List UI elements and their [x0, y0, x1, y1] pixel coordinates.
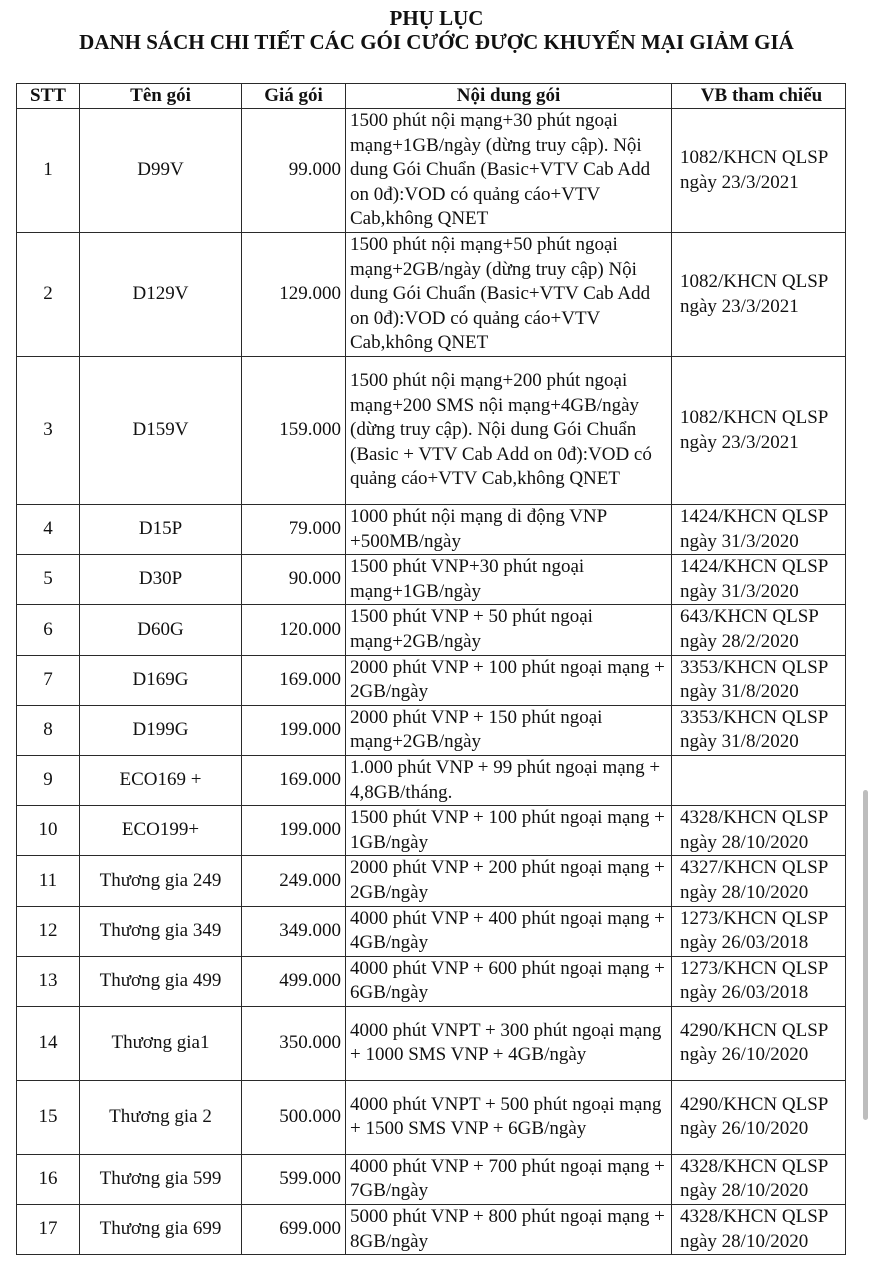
plans-table [16, 83, 846, 1255]
cell-reference: 4328/KHCN QLSP ngày 28/10/2020 [672, 1154, 846, 1204]
cell-price: 120.000 [242, 605, 346, 655]
table-row [17, 956, 846, 1006]
cell-stt: 1 [17, 109, 80, 233]
cell-price: 199.000 [242, 806, 346, 856]
cell-reference: 4290/KHCN QLSP ngày 26/10/2020 [672, 1080, 846, 1154]
cell-price: 350.000 [242, 1006, 346, 1080]
table-row [17, 1154, 846, 1204]
cell-stt: 5 [17, 555, 80, 605]
document-title [0, 6, 873, 54]
cell-content: 1500 phút nội mạng+30 phút ngoại mạng+1GB/ngày (dừng truy cập). Nội dung Gói Chuẩn (Basic+VTV Cab Add on 0đ):VOD có quảng cáo+VTV Cab,không QNET [346, 109, 672, 233]
cell-reference: 1273/KHCN QLSP ngày 26/03/2018 [672, 956, 846, 1006]
cell-stt: 6 [17, 605, 80, 655]
table-header-row [17, 84, 846, 109]
table-row [17, 1006, 846, 1080]
scrollbar-thumb[interactable] [863, 790, 868, 1120]
cell-price: 349.000 [242, 906, 346, 956]
cell-plan-name: D159V [80, 357, 242, 505]
cell-plan-name: D199G [80, 705, 242, 755]
cell-price: 699.000 [242, 1205, 346, 1255]
table-row [17, 705, 846, 755]
table-row [17, 906, 846, 956]
table-row [17, 505, 846, 555]
table-row [17, 605, 846, 655]
cell-price: 159.000 [242, 357, 346, 505]
cell-stt: 7 [17, 655, 80, 705]
cell-price: 90.000 [242, 555, 346, 605]
cell-price: 500.000 [242, 1080, 346, 1154]
cell-stt: 15 [17, 1080, 80, 1154]
cell-plan-name: D99V [80, 109, 242, 233]
cell-reference: 4327/KHCN QLSP ngày 28/10/2020 [672, 856, 846, 906]
cell-content: 2000 phút VNP + 200 phút ngoại mạng + 2GB/ngày [346, 856, 672, 906]
cell-plan-name: Thương gia1 [80, 1006, 242, 1080]
cell-content: 1500 phút nội mạng+200 phút ngoại mạng+200 SMS nội mạng+4GB/ngày (dừng truy cập). Nội dung Gói Chuẩn (Basic + VTV Cab Add on 0đ):VOD có quảng cáo+VTV Cab,không QNET [346, 357, 672, 505]
cell-price: 129.000 [242, 233, 346, 357]
cell-plan-name: D60G [80, 605, 242, 655]
cell-content: 1500 phút VNP + 100 phút ngoại mạng + 1GB/ngày [346, 806, 672, 856]
cell-reference: 1082/KHCN QLSP ngày 23/3/2021 [672, 109, 846, 233]
header-ref: VB tham chiếu [672, 84, 846, 109]
cell-price: 249.000 [242, 856, 346, 906]
cell-reference: 4328/KHCN QLSP ngày 28/10/2020 [672, 806, 846, 856]
table-row [17, 806, 846, 856]
cell-stt: 11 [17, 856, 80, 906]
cell-price: 99.000 [242, 109, 346, 233]
cell-content: 4000 phút VNP + 700 phút ngoại mạng + 7GB/ngày [346, 1154, 672, 1204]
cell-plan-name: ECO199+ [80, 806, 242, 856]
cell-stt: 3 [17, 357, 80, 505]
cell-price: 169.000 [242, 655, 346, 705]
cell-reference: 3353/KHCN QLSP ngày 31/8/2020 [672, 655, 846, 705]
table-row [17, 109, 846, 233]
table-row [17, 357, 846, 505]
cell-content: 1500 phút nội mạng+50 phút ngoại mạng+2GB/ngày (dừng truy cập) Nội dung Gói Chuẩn (Basic+VTV Cab Add on 0đ):VOD có quảng cáo+VTV Cab,không QNET [346, 233, 672, 357]
cell-plan-name: Thương gia 499 [80, 956, 242, 1006]
cell-stt: 13 [17, 956, 80, 1006]
cell-price: 599.000 [242, 1154, 346, 1204]
cell-plan-name: Thương gia 2 [80, 1080, 242, 1154]
cell-price: 499.000 [242, 956, 346, 1006]
table-row [17, 233, 846, 357]
cell-content: 4000 phút VNP + 400 phút ngoại mạng + 4GB/ngày [346, 906, 672, 956]
cell-reference: 1424/KHCN QLSP ngày 31/3/2020 [672, 505, 846, 555]
table-body [17, 109, 846, 1255]
cell-plan-name: D30P [80, 555, 242, 605]
title-appendix: PHỤ LỤC [389, 6, 484, 30]
cell-plan-name: Thương gia 249 [80, 856, 242, 906]
cell-stt: 2 [17, 233, 80, 357]
cell-plan-name: Thương gia 599 [80, 1154, 242, 1204]
cell-reference [672, 755, 846, 805]
header-name: Tên gói [80, 84, 242, 109]
cell-stt: 8 [17, 705, 80, 755]
cell-stt: 17 [17, 1205, 80, 1255]
cell-reference: 1082/KHCN QLSP ngày 23/3/2021 [672, 357, 846, 505]
cell-content: 4000 phút VNPT + 500 phút ngoại mạng + 1500 SMS VNP + 6GB/ngày [346, 1080, 672, 1154]
cell-plan-name: D129V [80, 233, 242, 357]
cell-plan-name: Thương gia 699 [80, 1205, 242, 1255]
cell-stt: 14 [17, 1006, 80, 1080]
cell-stt: 10 [17, 806, 80, 856]
cell-reference: 1424/KHCN QLSP ngày 31/3/2020 [672, 555, 846, 605]
cell-reference: 4328/KHCN QLSP ngày 28/10/2020 [672, 1205, 846, 1255]
cell-reference: 4290/KHCN QLSP ngày 26/10/2020 [672, 1006, 846, 1080]
table-row [17, 1205, 846, 1255]
header-stt: STT [17, 84, 80, 109]
cell-plan-name: D169G [80, 655, 242, 705]
table-row [17, 755, 846, 805]
header-price: Giá gói [242, 84, 346, 109]
table-row [17, 1080, 846, 1154]
cell-price: 169.000 [242, 755, 346, 805]
cell-stt: 16 [17, 1154, 80, 1204]
cell-content: 1500 phút VNP + 50 phút ngoại mạng+2GB/ngày [346, 605, 672, 655]
cell-content: 5000 phút VNP + 800 phút ngoại mạng + 8GB/ngày [346, 1205, 672, 1255]
header-content: Nội dung gói [346, 84, 672, 109]
table-row [17, 655, 846, 705]
cell-content: 4000 phút VNP + 600 phút ngoại mạng + 6GB/ngày [346, 956, 672, 1006]
cell-plan-name: Thương gia 349 [80, 906, 242, 956]
cell-reference: 643/KHCN QLSP ngày 28/2/2020 [672, 605, 846, 655]
cell-content: 1000 phút nội mạng di động VNP +500MB/ngày [346, 505, 672, 555]
cell-content: 4000 phút VNPT + 300 phút ngoại mạng + 1000 SMS VNP + 4GB/ngày [346, 1006, 672, 1080]
cell-reference: 1273/KHCN QLSP ngày 26/03/2018 [672, 906, 846, 956]
cell-stt: 9 [17, 755, 80, 805]
cell-reference: 1082/KHCN QLSP ngày 23/3/2021 [672, 233, 846, 357]
table-row [17, 856, 846, 906]
cell-content: 1500 phút VNP+30 phút ngoại mạng+1GB/ngày [346, 555, 672, 605]
cell-stt: 4 [17, 505, 80, 555]
cell-plan-name: D15P [80, 505, 242, 555]
cell-price: 79.000 [242, 505, 346, 555]
cell-content: 1.000 phút VNP + 99 phút ngoại mạng + 4,8GB/tháng. [346, 755, 672, 805]
cell-plan-name: ECO169 + [80, 755, 242, 805]
cell-stt: 12 [17, 906, 80, 956]
cell-content: 2000 phút VNP + 100 phút ngoại mạng + 2GB/ngày [346, 655, 672, 705]
cell-reference: 3353/KHCN QLSP ngày 31/8/2020 [672, 705, 846, 755]
title-list-heading: DANH SÁCH CHI TIẾT CÁC GÓI CƯỚC ĐƯỢC KHUYẾN MẠI GIẢM GIÁ [79, 30, 794, 54]
table-row [17, 555, 846, 605]
cell-content: 2000 phút VNP + 150 phút ngoại mạng+2GB/ngày [346, 705, 672, 755]
cell-price: 199.000 [242, 705, 346, 755]
